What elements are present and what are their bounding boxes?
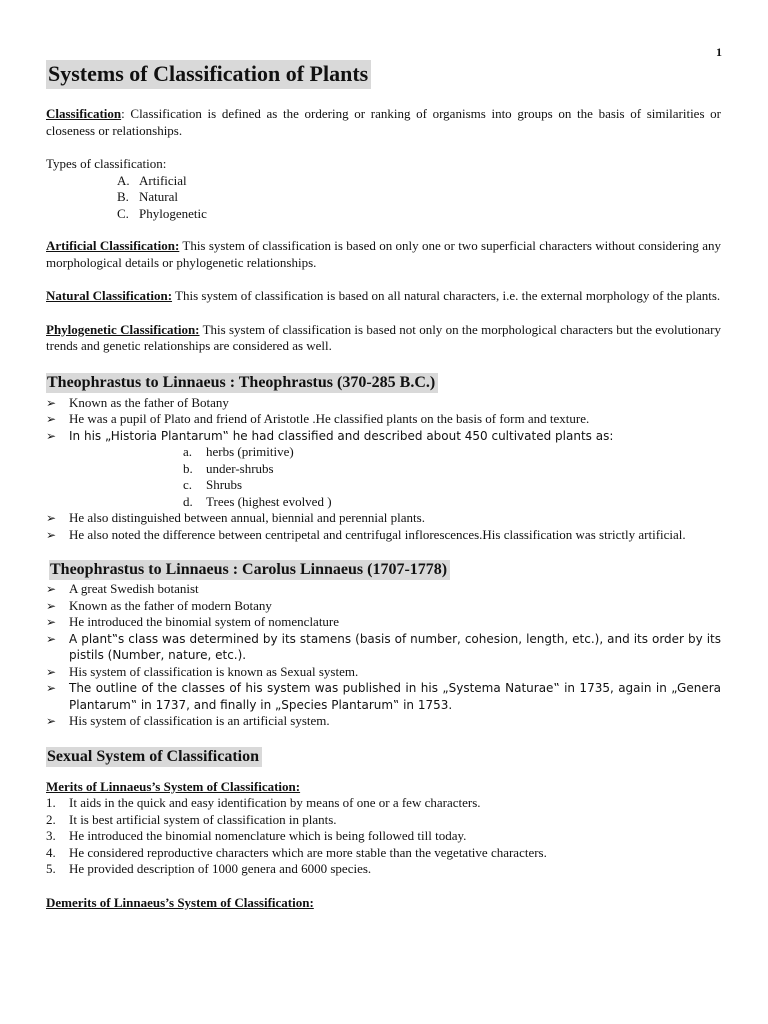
list-item: ➢ He was a pupil of Plato and friend of Aristotle .He classified plants on the basis of form and texture. bbox=[46, 411, 590, 426]
theophrastus-heading: Theophrastus to Linnaeus : Theophrastus (370-285 B.C.) bbox=[46, 373, 438, 393]
list-item: ➢ His system of classification is an artificial system. bbox=[46, 713, 330, 728]
arrow-bullet-icon: ➢ bbox=[46, 598, 57, 613]
arrow-bullet-icon: ➢ bbox=[46, 615, 57, 629]
list-item: ➢ In his „Historia Plantarum‟ he had classified and described about 450 cultivated plants as: bbox=[46, 428, 614, 443]
list-item: ➢ He also noted the difference between centripetal and centrifugal inflorescences.His classification was strictly artificial. bbox=[46, 526, 686, 542]
list-item: B. Natural bbox=[117, 189, 178, 204]
list-item: ➢ He introduced the binomial system of nomenclature bbox=[46, 614, 340, 629]
theophrastus-bullets-continued bbox=[46, 510, 721, 543]
page-title: Systems of Classification of Plants bbox=[46, 60, 371, 89]
list-item: a. herbs (primitive) bbox=[183, 444, 294, 459]
demerits-heading: Demerits of Linnaeus’s System of Classification: bbox=[46, 894, 314, 910]
list-item: ➢ A plant‟s class was determined by its stamens (basis of number, cohesion, length, etc.), and its order by its pistils (Number, nature, etc.). bbox=[46, 631, 721, 662]
arrow-bullet-icon: ➢ bbox=[46, 582, 57, 596]
definition-text: This system of classification is based not only on the morphological characters but the evolutionary trends and genetic relationships are considered as well. bbox=[46, 321, 721, 353]
list-item: d. Trees (highest evolved ) bbox=[183, 493, 332, 509]
list-item: C. Phylogenetic bbox=[117, 205, 207, 221]
list-item: 1. It aids in the quick and easy identification by means of one or a few characters. bbox=[46, 795, 481, 810]
arrow-bullet-icon: ➢ bbox=[46, 681, 57, 695]
document-page bbox=[46, 40, 721, 911]
list-item: 4. He considered reproductive characters which are more stable than the vegetative characters. bbox=[46, 844, 547, 860]
types-list bbox=[117, 173, 721, 223]
list-item: c. Shrubs bbox=[183, 477, 243, 492]
definition-term: Artificial Classification: bbox=[46, 238, 180, 253]
classification-text: : Classification is defined as the ordering or ranking of organisms into groups on the basis of similarities or closeness or relationships. bbox=[46, 106, 721, 138]
list-item: ➢ The outline of the classes of his system was published in his „Systema Naturae‟ in 1735, again in „Genera Plantarum‟ in 1737, and finally in „Species Plantarum‟ in 1753. bbox=[46, 681, 721, 712]
classification-definition bbox=[46, 106, 721, 139]
arrow-bullet-icon: ➢ bbox=[46, 412, 57, 426]
list-item: b. under-shrubs bbox=[183, 460, 274, 476]
list-item: ➢ He also distinguished between annual, biennial and perennial plants. bbox=[46, 510, 425, 525]
theophrastus-bullets bbox=[46, 395, 721, 445]
arrow-bullet-icon: ➢ bbox=[46, 631, 57, 646]
definition-text: This system of classification is based on only one or two superficial characters without considering any morphological details or phylogenetic relationships. bbox=[46, 238, 721, 270]
natural-definition bbox=[46, 288, 721, 305]
arrow-bullet-icon: ➢ bbox=[46, 527, 57, 542]
page-number: 1 bbox=[716, 45, 722, 59]
arrow-bullet-icon: ➢ bbox=[46, 714, 57, 728]
artificial-definition bbox=[46, 238, 721, 271]
list-item: A. Artificial bbox=[117, 172, 187, 188]
phylogenetic-definition bbox=[46, 322, 721, 355]
merits-heading: Merits of Linnaeus’s System of Classification: bbox=[46, 778, 301, 794]
linnaeus-heading: Theophrastus to Linnaeus : Carolus Linnaeus (1707-1778) bbox=[49, 560, 450, 580]
arrow-bullet-icon: ➢ bbox=[46, 511, 57, 525]
arrow-bullet-icon: ➢ bbox=[46, 664, 57, 679]
list-item: ➢ His system of classification is known as Sexual system. bbox=[46, 663, 359, 679]
definition-term: Phylogenetic Classification: bbox=[46, 321, 200, 337]
linnaeus-bullets bbox=[46, 581, 721, 730]
arrow-bullet-icon: ➢ bbox=[46, 428, 57, 443]
list-item: ➢ Known as the father of Botany bbox=[46, 394, 229, 410]
classification-term: Classification bbox=[46, 106, 122, 121]
merits-list bbox=[46, 795, 721, 878]
definition-term: Natural Classification: bbox=[46, 288, 173, 303]
plant-types-list bbox=[46, 444, 721, 510]
list-item: 2. It is best artificial system of classification in plants. bbox=[46, 811, 337, 827]
definition-text: This system of classification is based on all natural characters, i.e. the external morphology of the plants. bbox=[172, 288, 721, 303]
list-item: 5. He provided description of 1000 genera and 6000 species. bbox=[46, 861, 372, 876]
list-item: ➢ Known as the father of modern Botany bbox=[46, 597, 272, 613]
list-item: 3. He introduced the binomial nomenclature which is being followed till today. bbox=[46, 828, 467, 843]
arrow-bullet-icon: ➢ bbox=[46, 395, 57, 410]
sexual-system-heading: Sexual System of Classification bbox=[46, 747, 262, 767]
list-item: ➢ A great Swedish botanist bbox=[46, 581, 199, 596]
types-intro: Types of classification: bbox=[46, 156, 167, 171]
